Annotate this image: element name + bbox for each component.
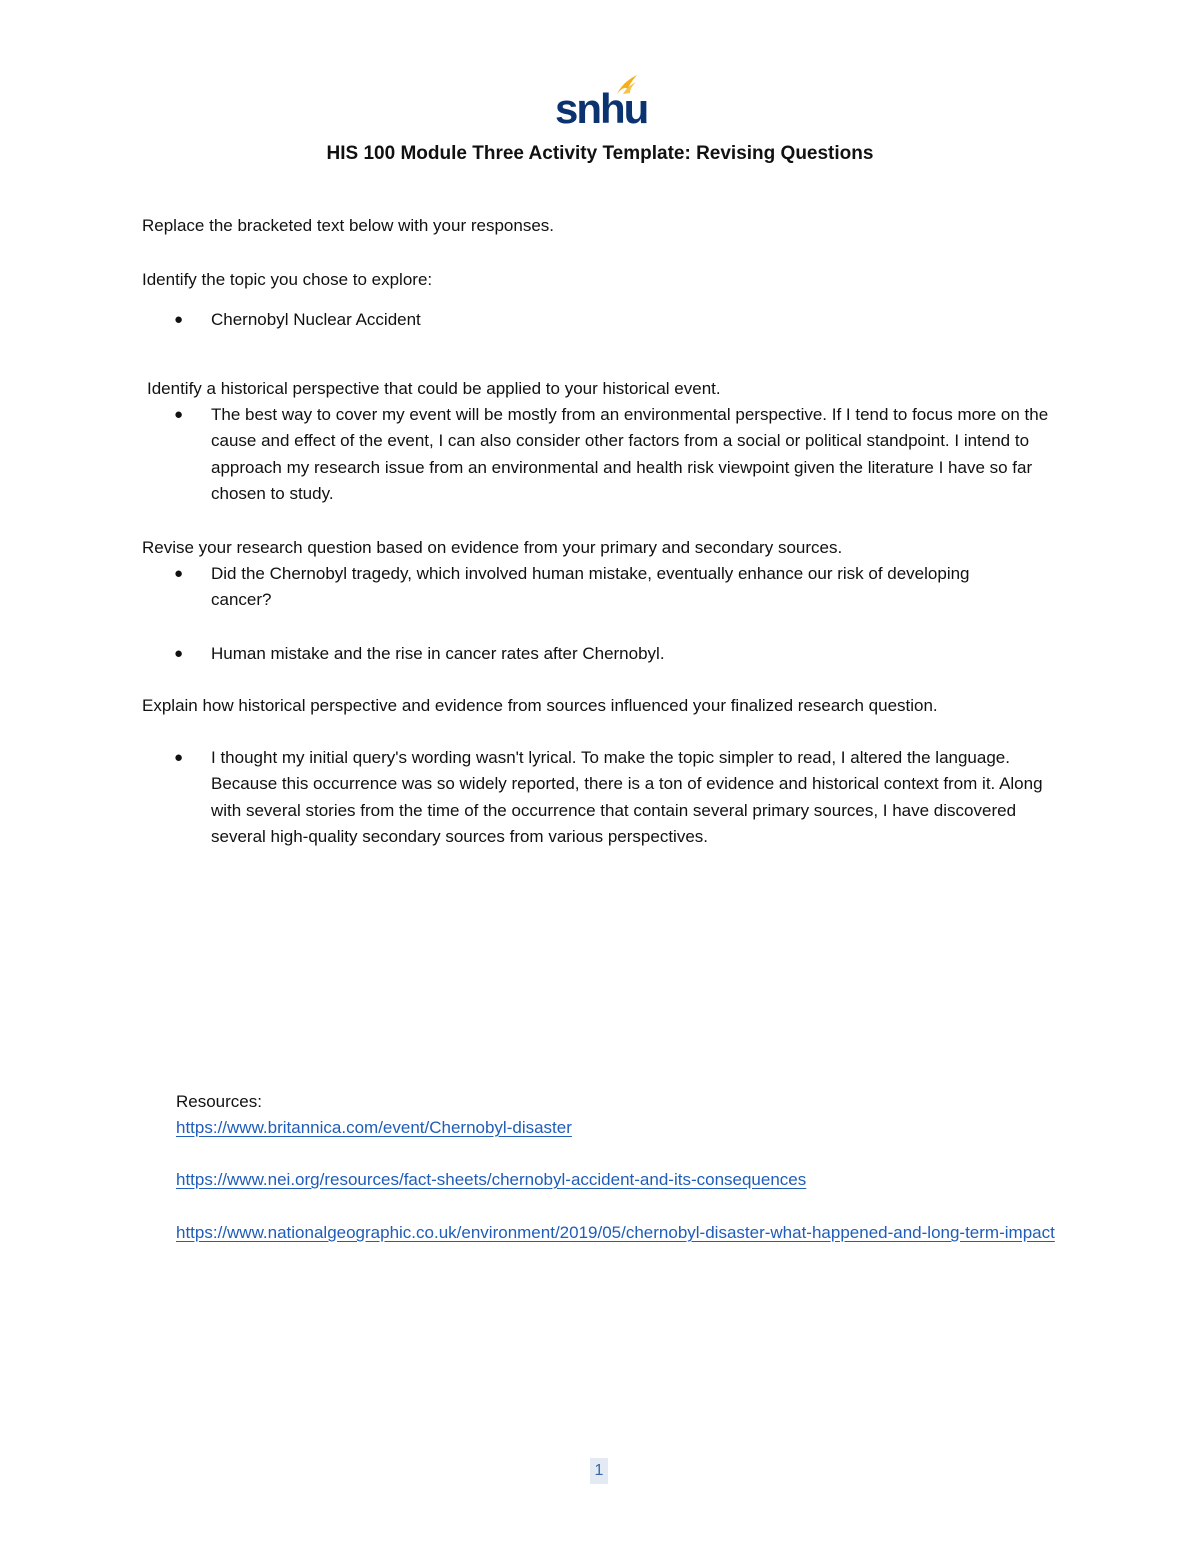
bullet-marker: ●	[174, 565, 184, 582]
bullet-topic: Chernobyl Nuclear Accident	[211, 310, 421, 329]
snhu-logo	[555, 74, 648, 134]
resource-link-britannica[interactable]: https://www.britannica.com/event/Chernobyl-disaster	[176, 1118, 572, 1137]
section-prompt-revise: Revise your research question based on evidence from your primary and secondary sources.	[142, 538, 843, 557]
section-prompt-explain: Explain how historical perspective and evidence from sources influenced your finalized research question.	[142, 696, 938, 715]
bullet-revised-question: Did the Chernobyl tragedy, which involved human mistake, eventually enhance our risk of developing cancer?	[211, 564, 970, 610]
resource-link-natgeo[interactable]	[176, 1220, 1084, 1246]
logo-text: snhu	[555, 85, 648, 132]
bullet-marker: ●	[174, 749, 184, 766]
resource-link-nei[interactable]: https://www.nei.org/resources/fact-sheets/chernobyl-accident-and-its-consequences	[176, 1170, 807, 1189]
bullet-revised-question-short: Human mistake and the rise in cancer rates after Chernobyl.	[211, 644, 665, 663]
section-prompt-topic: Identify the topic you chose to explore:	[142, 270, 433, 289]
bullet-marker: ●	[174, 645, 184, 662]
bullet-explanation: I thought my initial query's wording wasn't lyrical. To make the topic simpler to read, I altered the language. Because this occurrence was so widely reported, there is a ton of evidence and historical context from it. Along with several stories from the time of the occurrence that contain several primary sources, I have discovered several high-quality secondary sources from various perspectives.	[211, 748, 1043, 847]
bullet-marker: ●	[174, 311, 184, 328]
instructions: Replace the bracketed text below with your responses.	[142, 216, 555, 235]
bullet-perspective: The best way to cover my event will be mostly from an environmental perspective. If I tend to focus more on the cause and effect of the event, I can also consider other factors from a social or political standpoint. I intend to approach my research issue from an environmental and health risk viewpoint given the literature I have so far chosen to study.	[211, 405, 1049, 504]
bullet-marker: ●	[174, 406, 184, 423]
resource-link-natgeo-text[interactable]: https://www.nationalgeographic.co.uk/environment/2019/05/chernobyl-disaster-what-happened-and-long-term-impact	[176, 1223, 1055, 1242]
page-title: HIS 100 Module Three Activity Template: Revising Questions	[326, 143, 874, 164]
resources-label: Resources:	[176, 1092, 262, 1111]
page-number: 1	[590, 1458, 608, 1484]
section-prompt-perspective: Identify a historical perspective that could be applied to your historical event.	[147, 379, 721, 398]
